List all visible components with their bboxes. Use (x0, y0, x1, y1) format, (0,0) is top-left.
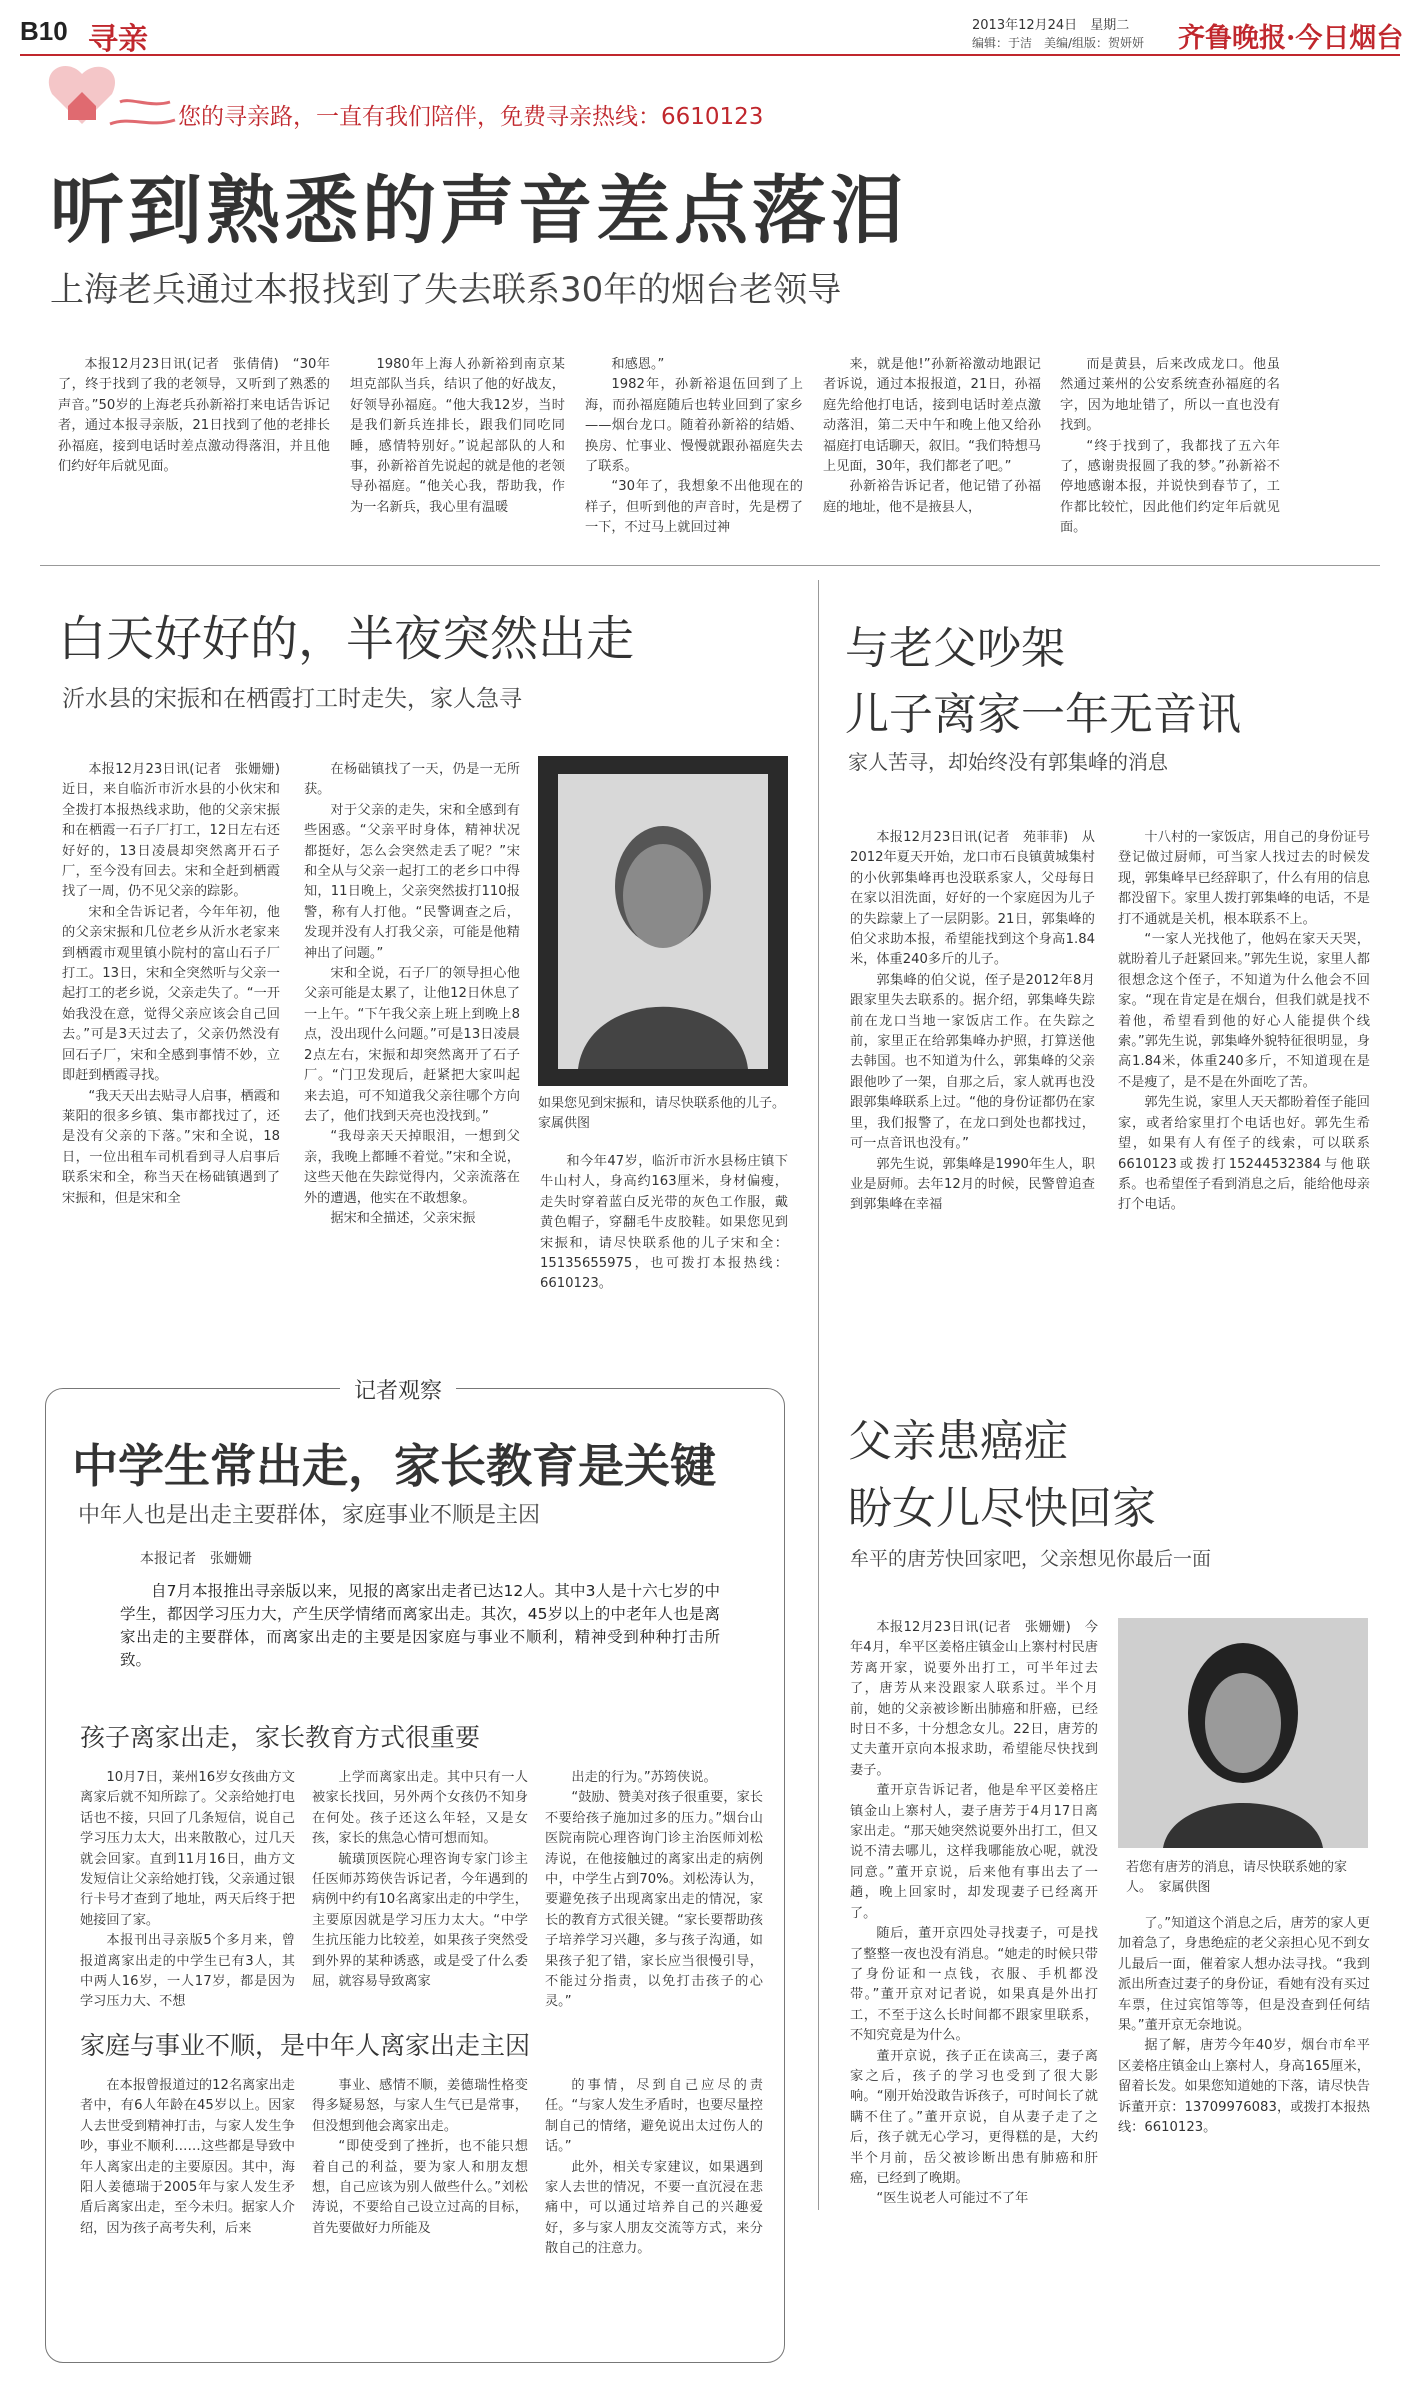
missing-woman-photo (1118, 1618, 1368, 1848)
paragraph: 董开京告诉记者，他是牟平区姜格庄镇金山上寨村人，妻子唐芳于4月17日离家出走。“那天她突然说要外出打工，但又说不清去哪儿，这样我哪能放心呢，就没同意。”董开京说，后来他有事出去了一趟，晚上回家时，却发现妻子已经离开了。 (850, 1783, 1098, 1921)
paragraph: 本报刊出寻亲版5个多月来，曾报道离家出走的中学生已有3人，其中两人16岁，一人17岁，都是因为学习压力大、不想 (80, 1933, 295, 2010)
story3-headline-2: 儿子离家一年无音讯 (845, 689, 1241, 740)
observation-tag: 记者观察 (340, 1374, 456, 1405)
story1-col-1 (58, 355, 330, 555)
paragraph: 董开京说，孩子正在读高三，妻子离家之后，孩子的学习也受到了很大影响。“刚开始没敢告诉孩子，可时间长了就瞒不住了。”董开京说，自从妻子走了之后，孩子就无心学习，更得糕的是，大约半个月前，岳父被诊断出患有肺癌和肝癌，已经到了晚期。 (850, 2048, 1098, 2186)
paragraph: 上学而离家出走。其中只有一人被家长找回，另外两个女孩仍不知身在何处。孩子还这么年轻，又是女孩，家长的焦急心情可想而知。 (312, 1770, 528, 1847)
paragraph: 据宋和全描述，父亲宋振 (330, 1210, 476, 1226)
observation-col-b1 (80, 2076, 295, 2346)
paragraph: 孙新裕告诉记者，他记错了孙福庭的地址，他不是掖县人， (823, 479, 1041, 515)
story3-subhead: 家人苦寻，却始终没有郭集峰的消息 (848, 750, 1168, 774)
paragraph: 本报12月23日讯(记者 张倩倩) “30年了，终于找到了我的老领导，又听到了熟悉的声音。”50岁的上海老兵孙新裕打来电话告诉记者，通过本报寻亲版，21日找到了他的老排长孙福庭，接到电话时差点激动得落泪，并且他们约好年后就见面。 (58, 357, 330, 475)
paragraph: “我母亲天天掉眼泪，一想到父亲，我晚上都睡不着觉。”宋和全说，这些天他在失踪觉得内，父亲流落在外的遭遇，他实在不敢想象。 (304, 1129, 520, 1206)
paragraph: 随后，董开京四处寻找妻子，可是找了整整一夜也没有消息。“她走的时候只带了身份证和一点钱，衣服、手机都没带。”董开京对记者说，如果真是外出打工，不至于这么长时间都不跟家里联系，不知究竟是为什么。 (850, 1926, 1098, 2044)
editors-credit: 编辑：于洁 美编/组版：贺妍妍 (972, 36, 1145, 50)
paragraph: 本报12月23日讯(记者 张姗姗) 近日，来自临沂市沂水县的小伙宋和全拨打本报热线求助，他的父亲宋振和在栖霞一石子厂打工，12日左右还好好的，13日凌晨却突然离开石子厂，至今没有回去。宋和全赶到栖霞找了一周，仍不见父亲的踪影。 (62, 762, 294, 900)
paragraph: 郭先生说，郭集峰是1990年生人，职业是厨师。去年12月的时候，民警曾追查到郭集峰在幸福 (850, 1156, 1095, 1213)
story4-headline-1: 父亲患癌症 (848, 1416, 1068, 1467)
paragraph: 毓璜顶医院心理咨询专家门诊主任医师苏筠侠告诉记者，今年遇到的病例中约有10名离家出走的中学生，主要原因就是学习压力太大。“中学生抗压能力比较差，如果孩子突然受到外界的某种诱惑，或是受了什么委屈，就容易导致离家 (312, 1851, 528, 1990)
story3-headline-1: 与老父吵架 (845, 623, 1065, 674)
paragraph: “终于找到了，我都找了五六年了，感谢贵报圆了我的梦。”孙新裕不停地感谢本报，并说快到春节了，工作都比较忙，因此他们约定年后就见面。 (1060, 438, 1280, 536)
subheading-1: 孩子离家出走，家长教育方式很重要 (80, 1723, 481, 1752)
paragraph: 本报12月23日讯(记者 苑菲菲) 从2012年夏天开始，龙口市石良镇黄城集村的小伙郭集峰再也没联系家人，父母每日在家以泪洗面，好好的一个家庭因为儿子的失踪蒙上了一层阴影。21日，郭集峰的伯父求助本报，希望能找到这个身高1.84米，体重240多斤的儿子。 (850, 830, 1095, 968)
paragraph: 和感恩。” (611, 357, 665, 372)
paragraph: 来，就是他!”孙新裕激动地跟记者诉说，通过本报报道，21日，孙福庭先给他打电话，接到电话时差点激动落泪，第二天中午和晚上他又给孙福庭打电话聊天，叙旧。“我们特想马上见面，30年，我们都老了吧。” (823, 357, 1041, 475)
paragraph: 在杨础镇找了一天，仍是一无所获。 (304, 762, 520, 798)
story4-col-1 (850, 1618, 1098, 2358)
observation-col-a3 (545, 1768, 763, 2013)
paragraph: “即使受到了挫折，也不能只想着自己的利益，要为家人和朋友想想，自己应该为别人做些什么。”刘松涛说，不要给自己设立过高的目标，首先要做好力所能及 (312, 2139, 528, 2236)
paragraph: 的事情，尽到自己应尽的责任。“与家人发生矛盾时，也要尽量控制自己的情绪，避免说出太过伤人的话。” (545, 2078, 763, 2155)
story2-col-2 (304, 760, 520, 1350)
paragraph: 出走的行为。”苏筠侠说。 (571, 1770, 717, 1785)
paragraph: 了。”知道这个消息之后，唐芳的家人更加着急了，身患绝症的老父亲担心见不到女儿最后一面，催着家人想办法寻找。“我到派出所查过妻子的身份证，看她有没有买过车票，住过宾馆等等，但是没查到任何结果。”董开京无奈地说。 (1118, 1916, 1370, 2034)
observation-col-a1 (80, 1768, 295, 2013)
paragraph: 郭集峰的伯父说，侄子是2012年8月跟家里失去联系的。据介绍，郭集峰失踪前在龙口当地一家饭店工作。在失踪之前，家里正在给郭集峰办护照，打算送他去韩国。也不知道为什么，郭集峰的父亲跟他吵了一架，自那之后，家人就再也没跟郭集峰联系上过。“他的身份证都仍在家里，我们报警了，在龙口到处也都找过，可一点音讯也没有。” (850, 972, 1095, 1152)
paragraph: 郭先生说，家里人天天都盼着侄子能回家，或者给家里打个电话也好。郭先生希望，如果有人有侄子的线索，可以联系6610123或拨打15244532384与他联系。也希望侄子看到消息之后，能给他母亲打个电话。 (1118, 1095, 1370, 1213)
lead-paragraph: 自7月本报推出寻亲版以来，见报的离家出走者已达12人。其中3人是十六七岁的中学生，都因学习压力大，产生厌学情绪而离家出走。其次，45岁以上的中老年人也是离家出走的主要群体，而离家出走的主要是因家庭与事业不顺利，精神受到种种打击所致。 (120, 1582, 720, 1669)
paragraph: 1982年，孙新裕退伍回到了上海，而孙福庭随后也转业回到了家乡——烟台龙口。随着孙新裕的结婚、换房、忙事业、慢慢就跟孙福庭失去了联系。 (585, 377, 803, 475)
story4-headline-2: 盼女儿尽快回家 (848, 1483, 1156, 1534)
paragraph: “我天天出去贴寻人启事，栖霞和莱阳的很多乡镇、集市都找过了，还是没有父亲的下落。”宋和全说，18日，一位出租车司机看到寻人启事后联系宋和全，称当天在杨础镇遇到了宋振和，但是宋和全 (62, 1088, 280, 1206)
story1-subhead: 上海老兵通过本报找到了失去联系30年的烟台老领导 (50, 270, 842, 310)
paragraph: 此外，相关专家建议，如果遇到家人去世的情况，不要一直沉浸在悲痛中，可以通过培养自己的兴趣爱好，多与家人朋友交流等方式，来分散自己的注意力。 (545, 2159, 763, 2257)
paragraph: “一家人光找他了，他妈在家天天哭，就盼着儿子赶紧回来。”郭先生说，家里人都很想念这个侄子，不知道为什么他会不回家。“现在肯定是在烟台，但我们就是找不着他，希望看到他的好心人能提供个线索。”郭先生说，郭集峰外貌特征很明显，身高1.84米，体重240多斤，不知道现在是不是瘦了，是不是在外面吃了苦。 (1118, 932, 1370, 1090)
observation-col-a2 (312, 1768, 528, 2013)
story3-col-2 (1118, 828, 1370, 1348)
portrait-woman-icon (1118, 1618, 1368, 1848)
divider-line (40, 565, 1380, 566)
page-number: B10 (20, 16, 68, 46)
byline: 本报记者 张姗姗 (140, 1551, 252, 1567)
story1-col-3 (585, 355, 803, 555)
story2-subhead: 沂水县的宋振和在栖霞打工时走失，家人急寻 (62, 686, 522, 712)
paragraph: 在本报曾报道过的12名离家出走者中，有6人年龄在45岁以上。因家人去世受到精神打击，与家人发生争吵，事业不顺利……这些都是导致中年人离家出走的主要原因。其中，海阳人姜德瑞于2005年与家人发生矛盾后离家出走，至今未归。据家人介绍，因为孩子高考失利，后来 (80, 2078, 295, 2236)
observation-col-b2 (312, 2076, 528, 2346)
heart-house-icon (30, 62, 180, 142)
observation-headline: 中学生常出走，家长教育是关键 (72, 1439, 716, 1493)
story2-col-1 (62, 760, 294, 1350)
story2-col-3 (540, 1152, 788, 1352)
story4-col-2 (1118, 1914, 1370, 2354)
masthead (20, 12, 1404, 57)
paragraph: 据了解，唐芳今年40岁，烟台市牟平区姜格庄镇金山上寨村人，身高165厘米，留着长发。如果您知道她的下落，请尽快告诉董开京：13709976083，或拨打本报热线：6610123。 (1118, 2038, 1370, 2136)
paragraph: 十八村的一家饭店，用自己的身份证号登记做过厨师，可当家人找过去的时候发现，郭集峰早已经辞职了，什么有用的信息都没留下。家里人拨打郭集峰的电话，不是打不通就是关机，根本联系不上。 (1118, 830, 1370, 927)
story2-headline: 白天好好的，半夜突然出走 (58, 611, 635, 667)
paragraph: 10月7日，莱州16岁女孩曲方文离家后就不知所踪了。父亲给她打电话也不接，只回了几条短信，说自己学习压力太大，出来散散心，过几天就会回家。直到11月16日，曲方文发短信让父亲给她打钱，父亲通过银行卡号才查到了地址，两天后终于把她接回了家。 (80, 1770, 295, 1928)
observation-subhead: 中年人也是出走主要群体，家庭事业不顺是主因 (78, 1503, 541, 1528)
story3-col-1 (850, 828, 1095, 1348)
banner-text: 您的寻亲路，一直有我们陪伴，免费寻亲热线：6610123 (178, 104, 764, 130)
weekday-text: 星期二 (1090, 18, 1130, 33)
story1-col-5 (1060, 355, 1280, 555)
story4-subhead: 牟平的唐芳快回家吧，父亲想见你最后一面 (850, 1548, 1212, 1570)
issue-date (972, 14, 1129, 33)
date-text: 2013年12月24日 (972, 18, 1078, 33)
photo-caption-2: 若您有唐芳的消息，请尽快联系她的家人。 家属供图 (1126, 1860, 1348, 1895)
story1-col-2 (350, 355, 565, 555)
missing-person-photo (538, 756, 788, 1086)
portrait-man-icon (538, 756, 788, 1086)
paragraph: “鼓励、赞美对孩子很重要，家长不要给孩子施加过多的压力。”烟台山医院南院心理咨询门诊主治医师刘松涛说，在他接触过的离家出走的病例中，中学生占到70%。刘松涛认为，要避免孩子出现离家出走的情况，家长的教育方式很关键。“家长要帮助孩子培养学习兴趣，多与孩子沟通，如果孩子犯了错，家长应当很慢引导，不能过分指责，以免打击孩子的心灵。” (545, 1790, 763, 2010)
paragraph: 事业、感情不顺，姜德瑞性格变得多疑易怒，与家人生气已是常事，但没想到他会离家出走。 (312, 2078, 528, 2134)
paragraph: 宋和全告诉记者，今年年初，他的父亲宋振和几位老乡从沂水老家来到栖霞市观里镇小院村的富山石子厂打工。13日，宋和全突然听与父亲一起打工的老乡说，父亲走失了。“一开始我没在意，觉得父亲应该会自己回去。”可是3天过去了，父亲仍然没有回石子厂，宋和全感到事情不妙，立即赶到栖霞寻找。 (62, 904, 280, 1084)
section-title: 寻亲 (88, 22, 148, 57)
paragraph: 而是黄县，后来改成龙口。他虽然通过莱州的公安系统查孙福庭的名字，因为地址错了，所以一直也没有找到。 (1060, 357, 1280, 434)
paragraph: “医生说老人可能过不了年 (876, 2191, 1029, 2207)
paper-logo: 齐鲁晚报·今日烟台 (1178, 23, 1404, 54)
photo-caption: 如果您见到宋振和，请尽快联系他的儿子。 家属供图 (538, 1096, 792, 1131)
paragraph: 对于父亲的走失，宋和全感到有些困惑。“父亲平时身体，精神状况都挺好，怎么会突然走丢了呢？”宋和全从与父亲一起打工的老乡口中得知，11日晚上，父亲突然拔打110报警，称有人打他。“民警调查之后，发现并没有人打我父亲，可能是他精神出了问题。” (304, 802, 520, 961)
column-divider (818, 580, 819, 2210)
paragraph: 宋和全说，石子厂的领导担心他父亲可能是太累了，让他12日休息了一上午。“下午我父亲上班上到晚上8点，没出现什么问题。”可是13日凌晨2点左右，宋振和却突然离开了石子厂。“门卫发现后，赶紧把大家叫起来去追，可不知道我父亲往哪个方向去了，他们找到天亮也没找到。” (304, 966, 520, 1124)
story1-col-4 (823, 355, 1041, 555)
hotline-banner (30, 62, 1130, 142)
subheading-2: 家庭与事业不顺，是中年人离家出走主因 (80, 2031, 531, 2060)
story1-headline: 听到熟悉的声音差点落泪 (50, 168, 908, 254)
paragraph: “30年了，我想象不出他现在的样子，但听到他的声音时，先是楞了一下，不过马上就回过神 (585, 479, 803, 536)
paragraph: 本报12月23日讯(记者 张姗姗) 今年4月，牟平区姜格庄镇金山上寨村村民唐芳离开家，说要外出打工，可半年过去了，唐芳从来没跟家人联系过。半个月前，她的父亲被诊断出肺癌和肝癌，已经时日不多，十分想念女儿。22日，唐芳的丈夫董开京向本报求助，希望能尽快找到妻子。 (850, 1620, 1098, 1778)
observation-col-b3 (545, 2076, 763, 2346)
paragraph: 和今年47岁，临沂市沂水县杨庄镇下牛山村人，身高约163厘米，身材偏瘦，走失时穿着蓝白反光带的灰色工作服，戴黄色帽子，穿翻毛牛皮胶鞋。如果您见到宋振和，请尽快联系他的儿子宋和全：15135655975，也可拨打本报热线：6610123。 (540, 1154, 788, 1292)
paragraph: 1980年上海人孙新裕到南京某坦克部队当兵，结识了他的好战友，好领导孙福庭。“他大我12岁，当时是我们新兵连排长，跟我们同吃同睡，感情特别好。”说起部队的人和事，孙新裕首先说起的就是他的老领导孙福庭。“他关心我，帮助我，作为一名新兵，我心里有温暖 (350, 357, 565, 515)
observation-lead (120, 1580, 720, 1690)
